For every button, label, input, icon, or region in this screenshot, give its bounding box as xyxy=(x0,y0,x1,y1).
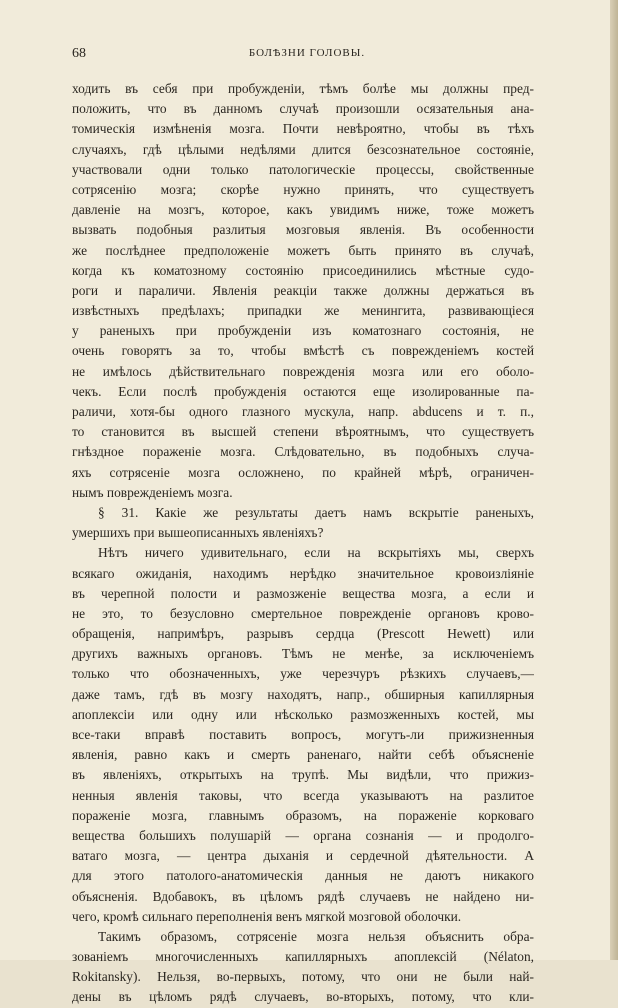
text-line: не имѣлось дѣйствительнаго поврежденія мозга или его оболо- xyxy=(72,363,534,379)
text-line: Rokitansky). Нельзя, во-первыхъ, потому, что они не были най- xyxy=(72,969,534,985)
text-line: же послѣднее предположеніе можетъ быть принято въ случаѣ, xyxy=(72,242,534,258)
text-line: извѣстныхъ предѣлахъ; припадки же менингита, развивающіеся xyxy=(72,303,534,319)
text-line: другихъ важныхъ органовъ. Тѣмъ не менѣе, за исключеніемъ xyxy=(72,646,534,662)
text-line: умершихъ при вышеописанныхъ явленіяхъ? xyxy=(72,525,324,541)
text-line: обращенія, напримѣръ, разрывъ сердца (Prescott Hewett) или xyxy=(72,626,534,642)
text-line: явленія, равно какъ и смерть раненаго, найти себѣ объясненіе xyxy=(72,747,534,763)
text-line: сотрясенію мозга; скорѣе нужно принять, что существуетъ xyxy=(72,181,534,197)
page-edge xyxy=(610,0,618,960)
text-line: для этого патолого-анатомическія данныя не даютъ никакого xyxy=(72,868,534,884)
text-line: томическія измѣненія мозга. Почти невѣроятно, чтобы въ тѣхъ xyxy=(72,121,534,137)
text-line: даже тамъ, гдѣ въ мозгу находятъ, напр., обширныя капиллярныя xyxy=(72,686,534,702)
text-line: Нѣтъ ничего удивительнаго, если на вскрытіяхъ мы, сверхъ xyxy=(98,545,534,561)
text-line: всякаго ожиданія, находимъ нерѣдко значительное кровоизліяніе xyxy=(72,565,534,581)
text-line: ненныя явленія таковы, что всегда указываютъ на разлитое xyxy=(72,787,534,803)
text-line: апоплексіи или одну или нѣсколько размозженныхъ костей, мы xyxy=(72,706,534,722)
text-line: объясненія. Вдобавокъ, въ цѣломъ рядѣ случаевъ не найдено ни- xyxy=(72,888,534,904)
text-line: гнѣздное пораженіе мозга. Слѣдовательно, въ подобныхъ случа- xyxy=(72,444,534,460)
body-text xyxy=(72,79,534,1008)
text-line: случаяхъ, гдѣ цѣлыми недѣлями длится безсознательное состояніе, xyxy=(72,141,534,157)
text-line: то становится въ высшей степени вѣроятнымъ, что существуетъ xyxy=(72,424,534,440)
text-line: Такимъ образомъ, сотрясеніе мозга нельзя объяснить обра- xyxy=(98,928,534,944)
text-line: дены въ цѣломъ рядѣ случаевъ, во-вторыхъ, потому, что кли- xyxy=(72,989,534,1005)
page-header xyxy=(72,46,542,62)
page-number: 68 xyxy=(72,46,86,61)
text-line: участвовали одни только патологическіе процессы, свойственные xyxy=(72,161,534,177)
text-line: чего, кромѣ сильнаго переполненія венъ мягкой мозговой оболочки. xyxy=(72,908,462,924)
text-line: раличи, хотя-бы одного глазного мускула, напр. abducens и т. п., xyxy=(72,404,534,419)
text-line: роги и параличи. Явленія реакціи также должны держаться въ xyxy=(72,282,534,298)
text-line: въ черепной полости и размозженіе вещества мозга, а если и xyxy=(72,585,534,601)
text-line: ватаго мозга, — центра дыханія и сердечной дѣятельности. А xyxy=(72,848,534,864)
running-title: БОЛѢЗНИ ГОЛОВЫ. xyxy=(248,47,366,59)
text-line: очень говорятъ за то, чтобы вмѣстѣ съ поврежденіемъ костей xyxy=(72,343,534,359)
text-line: ходить въ себя при пробужденіи, тѣмъ болѣе мы должны пред- xyxy=(72,81,534,96)
text-line: § 31. Какіе же результаты даетъ намъ вскрытіе раненыхъ, xyxy=(98,504,534,520)
text-line: давленіе на мозгъ, которое, какъ увидимъ ниже, тоже можетъ xyxy=(72,202,534,218)
text-line: только что обозначенныхъ, уже черезчуръ рѣзкихъ случаевъ,— xyxy=(72,666,534,682)
text-line: положить, что въ данномъ случаѣ произошли осязательныя ана- xyxy=(72,101,534,117)
text-line: чекъ. Если послѣ пробужденія остаются еще изолированные па- xyxy=(72,383,534,399)
text-line: пораженіе мозга, главнымъ образомъ, на пораженіе корковаго xyxy=(72,807,534,823)
text-line: у раненыхъ при пробужденіи изъ коматознаго состоянія, не xyxy=(72,323,534,339)
text-line: въ явленіяхъ, открытыхъ на трупѣ. Мы видѣли, что прижиз- xyxy=(72,767,534,783)
text-line: яхъ сотрясеніе мозга осложнено, по крайней мѣрѣ, ограничен- xyxy=(72,464,534,480)
text-line: зованіемъ многочисленныхъ капиллярныхъ апоплексій (Nélaton, xyxy=(72,949,534,965)
text-line: нымъ поврежденіемъ мозга. xyxy=(72,484,233,500)
text-line: не это, то безусловно смертельное поврежденіе органовъ крово- xyxy=(72,605,534,621)
text-line: вызвать подобныя разлитыя мозговыя явленія. Въ особенности xyxy=(72,222,534,238)
text-line: когда къ коматозному состоянію присоединились мѣстные судо- xyxy=(72,262,534,278)
text-line: все-таки вправѣ поставить вопросъ, могутъ-ли прижизненныя xyxy=(72,727,534,742)
text-line: вещества большихъ полушарій — органа сознанія — и продолго- xyxy=(72,827,534,843)
